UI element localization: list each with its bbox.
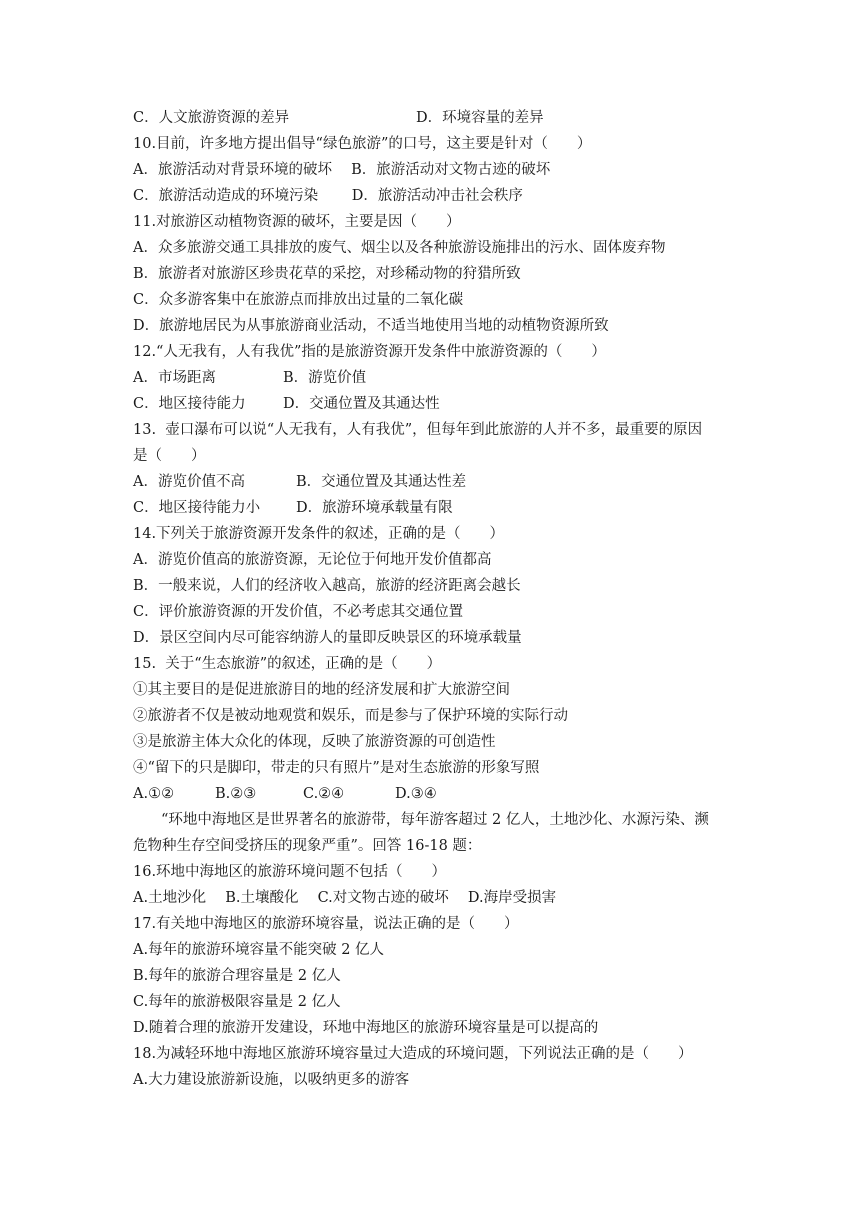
q17-option-a: A.每年的旅游环境容量不能突破 2 亿人: [133, 942, 385, 958]
q14-option-a: A．游览价值高的旅游资源，无论位于何地开发价值都高: [133, 552, 492, 568]
q17-option-d: D.随着合理的旅游开发建设，环地中海地区的旅游环境容量是可以提高的: [133, 1020, 599, 1036]
q15-statement-2: ②旅游者不仅是被动地观赏和娱乐，而是参与了保护环境的实际行动: [133, 708, 568, 724]
q17-option-b: B.每年的旅游合理容量是 2 亿人: [133, 968, 341, 984]
q15-option-b: B.②③: [215, 786, 257, 802]
q15-option-c: C.②④: [303, 786, 345, 802]
q10-options-cd: C．旅游活动造成的环境污染 D．旅游活动冲击社会秩序: [133, 188, 523, 204]
question-13: 13. 壶口瀑布可以说“人无我有，人有我优”，但每年到此旅游的人并不多，最重要的原因: [133, 422, 703, 438]
q15-statement-1: ①其主要目的是促进旅游目的地的经济发展和扩大旅游空间: [133, 682, 510, 698]
q15-option-a: A.①②: [133, 786, 175, 802]
q13-option-d: D．旅游环境承载量有限: [296, 500, 453, 516]
q16-options: A.土地沙化 B.土壤酸化 C.对文物古迹的破坏 D.海岸受损害: [133, 890, 557, 906]
q10-options-ab: A．旅游活动对背景环境的破坏 B．旅游活动对文物古迹的破坏: [133, 162, 551, 178]
q12-option-b: B．游览价值: [283, 370, 367, 386]
q12-option-c: C．地区接待能力: [133, 396, 246, 412]
q17-option-c: C.每年的旅游极限容量是 2 亿人: [133, 994, 341, 1010]
q14-option-c: C．评价旅游资源的开发价值，不必考虑其交通位置: [133, 604, 464, 620]
question-17: 17.有关地中海地区的旅游环境容量，说法正确的是（ ）: [133, 916, 519, 932]
q13-option-a: A．游览价值不高: [133, 474, 245, 490]
q11-option-b: B．旅游者对旅游区珍贵花草的采挖，对珍稀动物的狩猎所致: [133, 266, 521, 282]
question-18: 18.为减轻环地中海地区旅游环境容量过大造成的环境问题，下列说法正确的是（ ）: [133, 1046, 693, 1062]
q15-statement-3: ③是旅游主体大众化的体现，反映了旅游资源的可创造性: [133, 734, 496, 750]
q13-option-b: B．交通位置及其通达性差: [296, 474, 467, 490]
option-c-q9: C．人文旅游资源的差异: [133, 110, 290, 126]
question-12: 12.“人无我有，人有我优”指的是旅游资源开发条件中旅游资源的（ ）: [133, 344, 606, 360]
option-d-q9: D．环境容量的差异: [416, 110, 544, 126]
question-15: 15. 关于“生态旅游”的叙述，正确的是（ ）: [133, 656, 442, 672]
q14-option-d: D．景区空间内尽可能容纳游人的量即反映景区的环境承载量: [133, 630, 522, 646]
question-10: 10.目前，许多地方提出倡导“绿色旅游”的口号，这主要是针对（ ）: [133, 136, 592, 152]
question-16: 16.环地中海地区的旅游环境问题不包括（ ）: [133, 864, 447, 880]
question-11: 11.对旅游区动植物资源的破坏，主要是因（ ）: [133, 214, 461, 230]
q12-option-a: A．市场距离: [133, 370, 216, 386]
question-13-cont: 是（ ）: [133, 448, 206, 464]
q15-option-d: D.③④: [395, 786, 437, 802]
q18-option-a: A.大力建设旅游新设施，以吸纳更多的游客: [133, 1072, 410, 1088]
passage-intro: “环地中海地区是世界著名的旅游带，每年游客超过 2 亿人，土地沙化、水源污染、濒: [161, 812, 709, 828]
q13-option-c: C．地区接待能力小: [133, 500, 261, 516]
passage-intro-cont: 危物种生存空间受挤压的现象严重”。回答 16-18 题：: [133, 838, 482, 854]
q11-option-d: D．旅游地居民为从事旅游商业活动，不适当地使用当地的动植物资源所致: [133, 318, 609, 334]
q14-option-b: B．一般来说，人们的经济收入越高，旅游的经济距离会越长: [133, 578, 521, 594]
q11-option-a: A．众多旅游交通工具排放的废气、烟尘以及各种旅游设施排出的污水、固体废弃物: [133, 240, 666, 256]
q15-statement-4: ④“留下的只是脚印，带走的只有照片”是对生态旅游的形象写照: [133, 760, 540, 776]
q11-option-c: C．众多游客集中在旅游点而排放出过量的二氧化碳: [133, 292, 464, 308]
q12-option-d: D．交通位置及其通达性: [283, 396, 440, 412]
question-14: 14.下列关于旅游资源开发条件的叙述，正确的是（ ）: [133, 526, 505, 542]
